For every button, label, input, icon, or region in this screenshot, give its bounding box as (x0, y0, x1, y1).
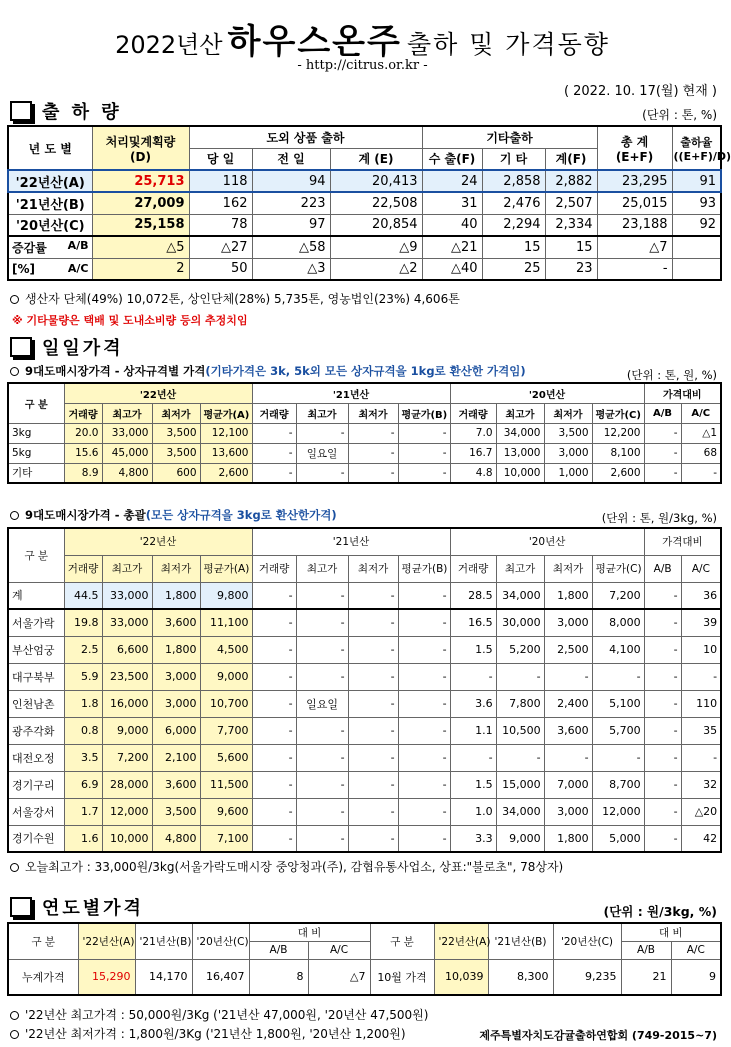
table-cell: 0.8 (64, 717, 102, 744)
table-cell: - (348, 582, 398, 609)
table-cell: - (296, 717, 348, 744)
table-cell: - (348, 825, 398, 852)
table-cell: 9,000 (496, 825, 544, 852)
table-cell: 2,400 (544, 690, 592, 717)
table-cell: 3.6 (450, 690, 496, 717)
table-cell: - (644, 463, 681, 483)
sub1-unit: (단위 : 톤, 원, %) (626, 368, 717, 382)
row-label: 서울가락 (8, 609, 64, 636)
sub2-unit: (단위 : 톤, 원/3kg, %) (601, 511, 717, 525)
table-cell: 5,200 (496, 636, 544, 663)
table-cell: - (450, 744, 496, 771)
organization-name: 제주특별자치도감귤출하연합회 (749-2015~7) (479, 1029, 717, 1042)
sub1-title: 9대도매시장가격 - 상자규격별 가격(기타가격은 3k, 5k외 모든 상자규격을 1kg로 환산한 가격임) (8, 363, 526, 379)
table-cell: 3,000 (544, 798, 592, 825)
table-cell: 3.5 (64, 744, 102, 771)
table-cell: - (296, 825, 348, 852)
table-cell: 8,000 (592, 609, 644, 636)
table-cell: - (544, 744, 592, 771)
table-cell: 6.9 (64, 771, 102, 798)
table-cell: 1,800 (152, 636, 200, 663)
yearly-price-table: 구 분 '22년산(A) '21년산(B) '20년산(C) 대 비 구 분 '22년산(A) '21년산(B) '20년산(C) 대 비 A/B A/C A/B A/C 누계가격 15,290 14,170 16,407 8 △7 10월 가격 10,039 8,300 9,235 21 9 (7, 922, 722, 996)
table-cell: - (398, 690, 450, 717)
table-cell: 5,600 (200, 744, 252, 771)
table-cell: - (398, 825, 450, 852)
table-cell: 3,500 (544, 423, 592, 443)
table-row (8, 690, 721, 717)
table-cell: 11,500 (200, 771, 252, 798)
h-total: 총 계 (E+F) (597, 126, 672, 170)
table-cell: 28,000 (102, 771, 152, 798)
table-cell: 1.7 (64, 798, 102, 825)
table-cell: - (348, 463, 398, 483)
table-cell: 7,200 (592, 582, 644, 609)
table-cell: 33,000 (102, 609, 152, 636)
table-cell: - (398, 717, 450, 744)
table-cell: 34,000 (496, 798, 544, 825)
table-row (8, 463, 721, 483)
daily-heading-label: 일일가격 (42, 338, 124, 359)
table-cell: 7,200 (102, 744, 152, 771)
table-cell: 8,700 (592, 771, 644, 798)
table-cell: 일요일 (296, 690, 348, 717)
h-prev: 전 일 (252, 148, 330, 170)
table-cell: - (644, 443, 681, 463)
table-cell: 10 (681, 636, 721, 663)
table-cell: - (398, 463, 450, 483)
row-label: 대구북부 (8, 663, 64, 690)
shipment-heading-label: 출 하 량 (42, 102, 122, 123)
table-cell: - (398, 609, 450, 636)
table-row (8, 798, 721, 825)
table-cell: - (398, 744, 450, 771)
table-cell: - (296, 582, 348, 609)
table-cell: 9,800 (200, 582, 252, 609)
table-cell: - (252, 609, 296, 636)
table-cell: - (252, 744, 296, 771)
table-cell: - (644, 825, 681, 852)
box-size-rows (8, 423, 721, 483)
market-price-table: 구 분 '22년산 '21년산 '20년산 가격대비 거래량 최고가 최저가 평균가(A) 거래량 최고가 최저가 평균가(B) 거래량 최고가 최저가 평균가(C) A/B A/C 계 44.5 33,000 1,800 9,800 - - - - 28.5 34,000 1,800 7,200 - 36 서울가락 19.8 33,000 3,600 11,100 - - - - 16.5 30,000 3,000 8,000 - 39 부산엄궁 2.5 6,600 1,800 4,500 - - - - 1.5 5,200 2,500 4,100 - 10 대구북부 5.9 23,500 3,000 9,000 - - - - - - - - - - 인천남촌 1.8 16,000 3,000 10,700 - 일요일 - - 3.6 7,800 2,400 5,100 - 110 광주각화 0.8 9,000 6,000 7,700 - - - - 1.1 10,500 3,600 5,700 - 35 대전오정 3.5 7,200 2,100 5,600 - - - - - - - - - - 경기구리 6.9 28,000 3,600 11,500 - - - - 1.5 15,000 7,000 8,700 - 32 서울강서 1.7 12,000 3,500 9,600 - - - - 1.0 34,000 3,000 12,000 - △20 경기수원 1.6 10,000 4,800 7,100 - - - - 3.3 9,000 1,800 5,000 - 42 (7, 527, 722, 853)
table-cell: 3,600 (544, 717, 592, 744)
table-cell: - (348, 663, 398, 690)
table-row (8, 717, 721, 744)
table-cell: - (544, 663, 592, 690)
row-label: 경기구리 (8, 771, 64, 798)
table-cell: 5,700 (592, 717, 644, 744)
table-cell: 10,000 (496, 463, 544, 483)
table-cell: 7,000 (544, 771, 592, 798)
table-cell: 12,000 (592, 798, 644, 825)
shipment-estimate-note: ※ 기타물량은 택배 및 도내소비량 등의 추정치임 (12, 314, 248, 327)
table-row (8, 443, 721, 463)
row-label: 기타 (8, 463, 64, 483)
table-cell: 600 (152, 463, 200, 483)
table-cell: - (496, 663, 544, 690)
table-cell: - (252, 690, 296, 717)
table-cell: 32 (681, 771, 721, 798)
shipment-note: 생산자 단체(49%) 10,072톤, 상인단체(28%) 5,735톤, 영농법인(23%) 4,606톤 (8, 290, 460, 307)
table-cell: 3,500 (152, 423, 200, 443)
table-cell: - (296, 771, 348, 798)
report-date: ( 2022. 10. 17(월) 현재 ) (563, 84, 717, 99)
table-cell: 10,000 (102, 825, 152, 852)
table-cell: 12,200 (592, 423, 644, 443)
table-cell: 13,600 (200, 443, 252, 463)
table-cell: 5,000 (592, 825, 644, 852)
table-cell: - (348, 717, 398, 744)
table-cell: - (398, 636, 450, 663)
table-cell: 1,800 (544, 582, 592, 609)
h-plan: 처리및계획량 (D) (92, 126, 189, 170)
circle-bullet-icon (10, 511, 19, 520)
title-main: 하우스온주 (227, 22, 402, 62)
box-size-price-table: 구 분 '22년산 '21년산 '20년산 가격대비 거래량 최고가 최저가 평균가(A) 거래량 최고가 최저가 평균가(B) 거래량 최고가 최저가 평균가(C) A/B A/C 3kg 20.0 33,000 3,500 12,100 - - - - 7.0 34,000 3,500 12,200 - △1 5kg 15.6 45,000 3,500 13,600 - 일요일 - - 16.7 13,000 3,000 8,100 - 68 기타 8.9 4,800 600 2,600 - - - - 4.8 10,000 1,000 2,600 - - (7, 382, 722, 484)
table-cell: - (296, 609, 348, 636)
h-domestic: 도외 상품 출하 (189, 126, 422, 148)
table-cell: 110 (681, 690, 721, 717)
table-cell: 36 (681, 582, 721, 609)
yearly-heading-label: 연도별가격 (42, 898, 144, 919)
table-cell: - (398, 582, 450, 609)
table-cell: 11,100 (200, 609, 252, 636)
table-cell: - (681, 463, 721, 483)
table-cell: - (398, 663, 450, 690)
table-cell: - (348, 744, 398, 771)
table-cell: - (296, 798, 348, 825)
h-export: 수 출(F) (422, 148, 482, 170)
table-row: 누계가격 15,290 14,170 16,407 8 △7 10월 가격 10,039 8,300 9,235 21 9 (8, 959, 721, 995)
row-label: 대전오정 (8, 744, 64, 771)
checkbox-icon (10, 897, 32, 917)
circle-bullet-icon (10, 295, 19, 304)
checkbox-icon (10, 101, 32, 121)
table-cell: - (348, 609, 398, 636)
title-year: 2022년산 (115, 31, 223, 59)
table-cell: - (348, 636, 398, 663)
table-cell: 8.9 (64, 463, 102, 483)
table-cell: 2,500 (544, 636, 592, 663)
table-cell: 3,500 (152, 798, 200, 825)
table-cell: 3.3 (450, 825, 496, 852)
table-cell: 9,000 (102, 717, 152, 744)
table-cell: - (348, 690, 398, 717)
table-row (8, 663, 721, 690)
table-cell: 9,600 (200, 798, 252, 825)
row-label: 계 (8, 582, 64, 609)
table-cell: - (681, 744, 721, 771)
table-cell: - (252, 663, 296, 690)
table-cell: 7,700 (200, 717, 252, 744)
table-cell: 15.6 (64, 443, 102, 463)
table-cell: 12,000 (102, 798, 152, 825)
table-cell: 1.6 (64, 825, 102, 852)
yearly-unit: (단위 : 원/3kg, %) (603, 904, 717, 919)
table-cell: - (252, 443, 296, 463)
table-cell: - (252, 825, 296, 852)
table-cell: 1.5 (450, 771, 496, 798)
top-price-note: 오늘최고가 : 33,000원/3kg(서울가락도매시장 중앙청과(주), 감협유통사업소, 상표:"불로초", 78상자) (8, 858, 563, 875)
table-cell: 8,100 (592, 443, 644, 463)
table-cell: - (496, 744, 544, 771)
table-cell: - (398, 798, 450, 825)
table-cell: - (296, 636, 348, 663)
table-cell: 1.8 (64, 690, 102, 717)
table-cell: △1 (681, 423, 721, 443)
table-cell: - (348, 443, 398, 463)
yearly-low-note: '22년산 최저가격 : 1,800원/3Kg ('21년산 1,800원, '20년산 1,200원) (8, 1025, 406, 1042)
table-cell: 4,800 (102, 463, 152, 483)
table-cell: 39 (681, 609, 721, 636)
table-cell: 16.7 (450, 443, 496, 463)
table-cell: 6,000 (152, 717, 200, 744)
yearly-high-note: '22년산 최고가격 : 50,000원/3Kg ('21년산 47,000원, '20년산 47,500원) (8, 1006, 428, 1023)
table-cell: - (252, 771, 296, 798)
table-cell: - (450, 663, 496, 690)
daily-heading (10, 334, 124, 360)
table-cell: 2,600 (200, 463, 252, 483)
row-label: 5kg (8, 443, 64, 463)
row-label: 인천남촌 (8, 690, 64, 717)
table-cell: - (644, 582, 681, 609)
row-label: 광주각화 (8, 717, 64, 744)
table-cell: - (644, 771, 681, 798)
site-url[interactable]: - http://citrus.or.kr - (297, 58, 428, 73)
row-label: 서울강서 (8, 798, 64, 825)
table-cell: 일요일 (296, 443, 348, 463)
table-cell: 7,800 (496, 690, 544, 717)
table-cell: - (296, 423, 348, 443)
table-cell: - (252, 582, 296, 609)
table-cell: - (296, 744, 348, 771)
title-rest: 출하 및 가격동향 (406, 30, 610, 59)
table-cell: 13,000 (496, 443, 544, 463)
table-cell: 12,100 (200, 423, 252, 443)
checkbox-icon (10, 337, 32, 357)
sub2-title: 9대도매시장가격 - 총괄(모든 상자규격을 3kg로 환산한가격) (8, 507, 337, 523)
table-cell: - (681, 663, 721, 690)
table-cell: - (252, 717, 296, 744)
h-ratio: 출하율 ((E+F)/D) (672, 126, 721, 170)
table-cell: 33,000 (102, 423, 152, 443)
table-cell: 2,600 (592, 463, 644, 483)
table-cell: - (398, 443, 450, 463)
table-cell: - (252, 423, 296, 443)
table-cell: - (398, 771, 450, 798)
table-cell: 4,800 (152, 825, 200, 852)
table-cell: - (252, 636, 296, 663)
table-cell: - (644, 717, 681, 744)
table-cell: 23,500 (102, 663, 152, 690)
table-row (8, 636, 721, 663)
table-cell: - (348, 771, 398, 798)
h-other: 기타출하 (422, 126, 597, 148)
table-cell: 1.0 (450, 798, 496, 825)
shipment-unit: (단위 : 톤, %) (642, 108, 717, 122)
table-row (8, 744, 721, 771)
market-rows (8, 582, 721, 852)
table-cell: - (398, 423, 450, 443)
table-cell: - (296, 463, 348, 483)
table-cell: 7.0 (450, 423, 496, 443)
table-cell: 1.5 (450, 636, 496, 663)
table-cell: - (644, 690, 681, 717)
table-row (8, 423, 721, 443)
table-cell: 30,000 (496, 609, 544, 636)
table-cell: 4,500 (200, 636, 252, 663)
table-cell: - (644, 609, 681, 636)
table-cell: 1,800 (544, 825, 592, 852)
table-row: '20년산(C) 25,158 78 97 20,854 40 2,294 2,334 23,188 92 (8, 214, 721, 236)
circle-bullet-icon (10, 367, 19, 376)
table-cell: 20.0 (64, 423, 102, 443)
table-cell: 16.5 (450, 609, 496, 636)
row-label: 경기수원 (8, 825, 64, 852)
table-cell: 42 (681, 825, 721, 852)
table-cell: 5,100 (592, 690, 644, 717)
table-cell: 5.9 (64, 663, 102, 690)
table-cell: 15,000 (496, 771, 544, 798)
circle-bullet-icon (10, 863, 19, 872)
table-cell: 16,000 (102, 690, 152, 717)
table-cell: 19.8 (64, 609, 102, 636)
table-cell: 2,100 (152, 744, 200, 771)
table-cell: 10,500 (496, 717, 544, 744)
table-cell: - (592, 744, 644, 771)
table-cell: 68 (681, 443, 721, 463)
table-cell: 6,600 (102, 636, 152, 663)
h-day: 당 일 (189, 148, 252, 170)
table-cell: - (592, 663, 644, 690)
table-cell: - (296, 663, 348, 690)
shipment-table (7, 125, 731, 281)
page-title (0, 14, 725, 63)
table-row: '21년산(B) 27,009 162 223 22,508 31 2,476 2,507 25,015 93 (8, 192, 721, 214)
table-cell: - (252, 463, 296, 483)
table-cell: 45,000 (102, 443, 152, 463)
h-sum: 계 (E) (330, 148, 422, 170)
table-cell: 2.5 (64, 636, 102, 663)
table-cell: 4.8 (450, 463, 496, 483)
table-row: '22년산(A) 25,713 118 94 20,413 24 2,858 2,882 23,295 91 (8, 170, 721, 192)
yearly-heading (10, 894, 144, 920)
circle-bullet-icon (10, 1030, 19, 1039)
table-cell: - (644, 798, 681, 825)
table-cell: - (644, 663, 681, 690)
table-cell: 1,000 (544, 463, 592, 483)
table-cell: 4,100 (592, 636, 644, 663)
table-cell: 10,700 (200, 690, 252, 717)
table-cell: - (644, 636, 681, 663)
table-cell: - (348, 423, 398, 443)
table-cell: 3,500 (152, 443, 200, 463)
table-cell: 34,000 (496, 582, 544, 609)
h-year: 년 도 별 (8, 126, 92, 170)
table-cell: 44.5 (64, 582, 102, 609)
table-cell: 33,000 (102, 582, 152, 609)
table-cell: - (644, 423, 681, 443)
row-label: 3kg (8, 423, 64, 443)
table-cell: 1,800 (152, 582, 200, 609)
table-cell: 9,000 (200, 663, 252, 690)
table-cell: - (348, 798, 398, 825)
table-row (8, 825, 721, 852)
table-row (8, 582, 721, 609)
shipment-heading (10, 98, 122, 124)
table-cell: 3,000 (544, 609, 592, 636)
table-cell: - (252, 798, 296, 825)
table-cell: 28.5 (450, 582, 496, 609)
table-row: 증감률 A/B △5 △27 △58 △9 △21 15 15 △7 (8, 236, 721, 258)
table-cell: 3,600 (152, 609, 200, 636)
table-cell: 3,000 (152, 663, 200, 690)
table-row: [%] A/C 2 50 △3 △2 △40 25 23 - (8, 258, 721, 280)
table-cell: 3,600 (152, 771, 200, 798)
table-cell: 3,000 (544, 443, 592, 463)
table-cell: △20 (681, 798, 721, 825)
table-cell: 1.1 (450, 717, 496, 744)
row-label: 부산엄궁 (8, 636, 64, 663)
circle-bullet-icon (10, 1011, 19, 1020)
table-row (8, 609, 721, 636)
h-othersum: 계(F) (545, 148, 597, 170)
table-row (8, 771, 721, 798)
table-cell: 7,100 (200, 825, 252, 852)
table-cell: 3,000 (152, 690, 200, 717)
table-cell: - (644, 744, 681, 771)
h-etc: 기 타 (482, 148, 545, 170)
table-cell: 35 (681, 717, 721, 744)
table-cell: 34,000 (496, 423, 544, 443)
